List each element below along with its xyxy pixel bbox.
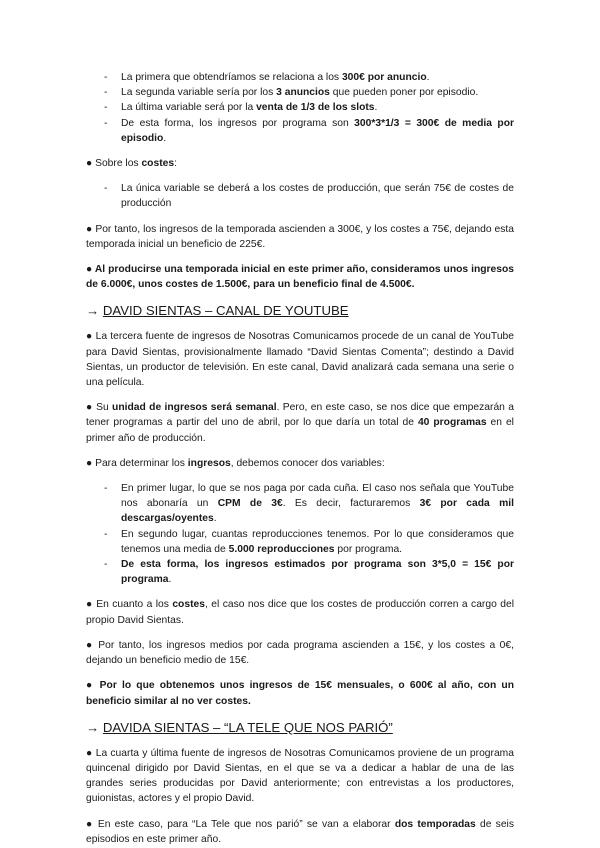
text-run: .	[426, 72, 430, 83]
text-run: ● Por tanto, los ingresos de la temporada ascienden a 300€, y los costes a 75€, dejando esta temporada inicial un beneficio de 225€.	[86, 223, 514, 250]
dash-list-item	[86, 70, 514, 85]
dash-marker: -	[104, 528, 108, 540]
text-run: por programa.	[334, 543, 403, 555]
text-run: de seis episodios en este primer año.	[86, 818, 514, 845]
text-run: En segundo lugar, cuantas reproducciones tenemos. Por lo que consideramos que tenemos una media de	[121, 528, 514, 555]
bullet-paragraph	[86, 597, 514, 627]
text-run: La primera que obtendríamos se relaciona a los	[121, 72, 342, 83]
text-run: ● Para determinar los	[86, 457, 188, 469]
arrow-icon: →	[86, 719, 103, 735]
dash-marker: -	[104, 117, 108, 129]
bullet-paragraph	[86, 262, 514, 292]
text-run: . Es decir, facturaremos	[282, 498, 420, 510]
spacer	[86, 446, 514, 456]
text-run: ● Sobre los	[86, 158, 142, 170]
bold-text: 40 programas	[417, 417, 487, 429]
bold-text: ● Por lo que obtenemos unos ingresos de 15€ mensuales, o 600€ al año, con un beneficio similar al no ver costes.	[86, 680, 514, 707]
dash-list-item	[86, 85, 514, 100]
spacer	[86, 628, 514, 638]
text-run: La segunda variable sería por los	[121, 87, 277, 99]
text-run: De esta forma, los ingresos por programa son	[121, 117, 355, 129]
dash-list-item	[86, 116, 514, 146]
section-heading	[86, 302, 514, 319]
text-run: ● En este caso, para “La Tele que nos parió” se van a elaborar	[86, 818, 395, 830]
bold-text: ● Al producirse una temporada inicial en este primer año, consideramos unos ingresos de 6.000€, unos costes de 1.500€, para un beneficio final de 4.500€.	[86, 264, 514, 291]
bullet-paragraph	[86, 222, 514, 252]
spacer	[86, 252, 514, 262]
text-run: .	[168, 574, 172, 586]
spacer	[86, 390, 514, 400]
bold-text: dos temporadas	[394, 818, 476, 830]
text-run: .	[213, 513, 217, 525]
text-run: ● En cuanto a los	[86, 599, 173, 611]
bold-text: costes	[172, 599, 205, 611]
dash-marker: -	[104, 102, 108, 114]
text-run: :	[174, 158, 177, 170]
bold-text: 5.000 reproducciones	[228, 543, 335, 555]
dash-marker: -	[104, 559, 108, 571]
bold-text: unidad de ingresos será semanal	[112, 402, 277, 414]
bold-text: 300€ por anuncio	[341, 72, 427, 83]
bullet-paragraph	[86, 746, 514, 807]
text-run: ● La cuarta y última fuente de ingresos de Nosotras Comunicamos proviene de un programa quincenal dirigido por David Sientas, en el que se va a dedicar a hablar de una de las grandes series producidas por David anteriormente; con entrevistas a los productores, guionistas, actores y el propio David.	[86, 747, 514, 805]
spacer	[86, 709, 514, 719]
bold-text: CPM de 3€	[217, 498, 283, 510]
dash-marker: -	[104, 87, 108, 99]
bullet-paragraph	[86, 400, 514, 446]
document-page	[86, 70, 514, 847]
bullet-paragraph	[86, 817, 514, 847]
text-run: ● Su	[86, 402, 113, 414]
section-heading	[86, 719, 514, 736]
dash-list-item	[86, 100, 514, 115]
bullet-paragraph	[86, 156, 514, 171]
bullet-paragraph	[86, 638, 514, 668]
bullet-paragraph	[86, 329, 514, 390]
text-run: ● La tercera fuente de ingresos de Nosotras Comunicamos procede de un canal de YouTube para David Sientas, provisionalmente llamado “David Sientas Comenta”; destindo a David Sientas, un productor de televisión. En este canal, David analizará cada semana una serie o una película.	[86, 331, 514, 389]
bullet-paragraph	[86, 678, 514, 708]
dash-list-item	[86, 181, 514, 211]
dash-list-item	[86, 481, 514, 527]
text-run: que pueden poner por episodio.	[329, 87, 479, 99]
section-heading-text: DAVID SIENTAS – CANAL DE YOUTUBE	[102, 303, 349, 319]
dash-marker: -	[104, 183, 108, 195]
bold-text: 3€ por cada mil descargas/oyentes	[121, 498, 514, 525]
spacer	[86, 736, 514, 746]
text-run: .	[374, 102, 378, 114]
dash-list-item	[86, 557, 514, 587]
bullet-paragraph	[86, 456, 514, 471]
text-run: En primer lugar, lo que se nos paga por cada cuña. El caso nos señala que YouTube nos abonaría un	[121, 483, 514, 510]
spacer	[86, 587, 514, 597]
spacer	[86, 668, 514, 678]
text-run: . Pero, en este caso, se nos dice que empezarán a tener programas a partir del uno de abril, por lo que daría un total de	[86, 402, 514, 429]
spacer	[86, 319, 514, 329]
spacer	[86, 171, 514, 181]
bold-text: 3 anuncios	[276, 87, 330, 99]
text-run: ● Por tanto, los ingresos medios por cada programa ascienden a 15€, y los costes a 0€, dejando un beneficio medio de 15€.	[86, 639, 514, 667]
bold-text: venta de 1/3 de los slots	[256, 102, 375, 114]
text-run: en el primer año de producción.	[86, 417, 514, 444]
text-run: , debemos conocer dos variables:	[230, 457, 385, 469]
text-run: La última variable será por la	[121, 102, 257, 114]
text-run: , el caso nos dice que los costes de producción corren a cargo del propio David Sientas.	[86, 599, 514, 626]
arrow-icon: →	[86, 303, 103, 319]
spacer	[86, 471, 514, 481]
text-run: La única variable se deberá a los costes de producción, que serán 75€ de costes de producción	[121, 183, 514, 210]
spacer	[86, 292, 514, 302]
bold-text: costes	[141, 158, 175, 170]
section-heading-text: DAVIDA SIENTAS – “LA TELE QUE NOS PARIÓ”	[102, 719, 393, 735]
dash-list-item	[86, 527, 514, 557]
text-run: .	[163, 132, 167, 144]
spacer	[86, 807, 514, 817]
bold-text: ingresos	[187, 457, 231, 469]
dash-marker: -	[104, 72, 108, 83]
bold-text: 300*3*1/3 = 300€ de media por episodio	[121, 117, 514, 144]
spacer	[86, 146, 514, 156]
dash-marker: -	[104, 483, 108, 495]
bold-text: De esta forma, los ingresos estimados por programa son 3*5,0 = 15€ por programa	[121, 559, 514, 586]
spacer	[86, 212, 514, 222]
